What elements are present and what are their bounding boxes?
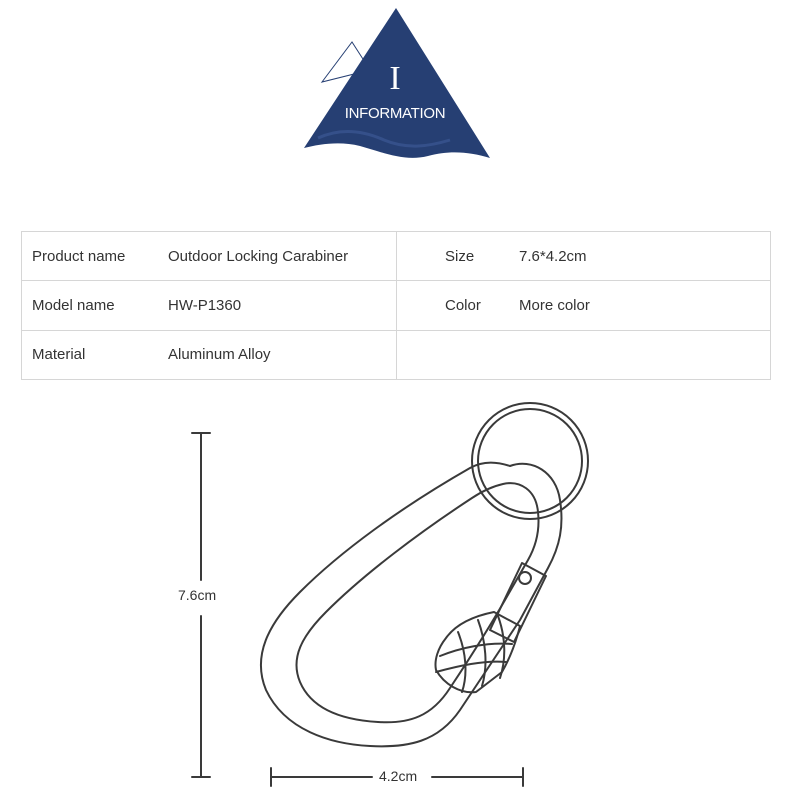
width-label: 4.2cm <box>379 768 418 784</box>
spec-label: Size <box>445 247 475 265</box>
spec-value: 7.6*4.2cm <box>519 247 587 265</box>
table-row <box>22 330 771 379</box>
spec-label: Color <box>445 296 481 314</box>
spec-value: More color <box>519 296 590 314</box>
spec-value: HW-P1360 <box>168 296 242 314</box>
information-badge <box>300 0 500 170</box>
badge-title: INFORMATION <box>344 105 446 122</box>
carabiner-diagram <box>0 380 800 800</box>
key-ring <box>472 403 588 519</box>
carabiner-illustration <box>0 380 800 800</box>
table-row <box>22 281 771 330</box>
badge-letter: I <box>389 60 401 97</box>
spec-label: Model name <box>32 296 115 314</box>
spec-value: Outdoor Locking Carabiner <box>168 247 349 265</box>
spec-table <box>21 231 771 380</box>
spec-label: Material <box>32 346 86 364</box>
table-row <box>22 232 771 281</box>
height-label: 7.6cm <box>178 587 217 603</box>
carabiner-body <box>261 463 562 747</box>
spec-value: Aluminum Alloy <box>168 346 271 364</box>
spec-label: Product name <box>32 247 126 265</box>
